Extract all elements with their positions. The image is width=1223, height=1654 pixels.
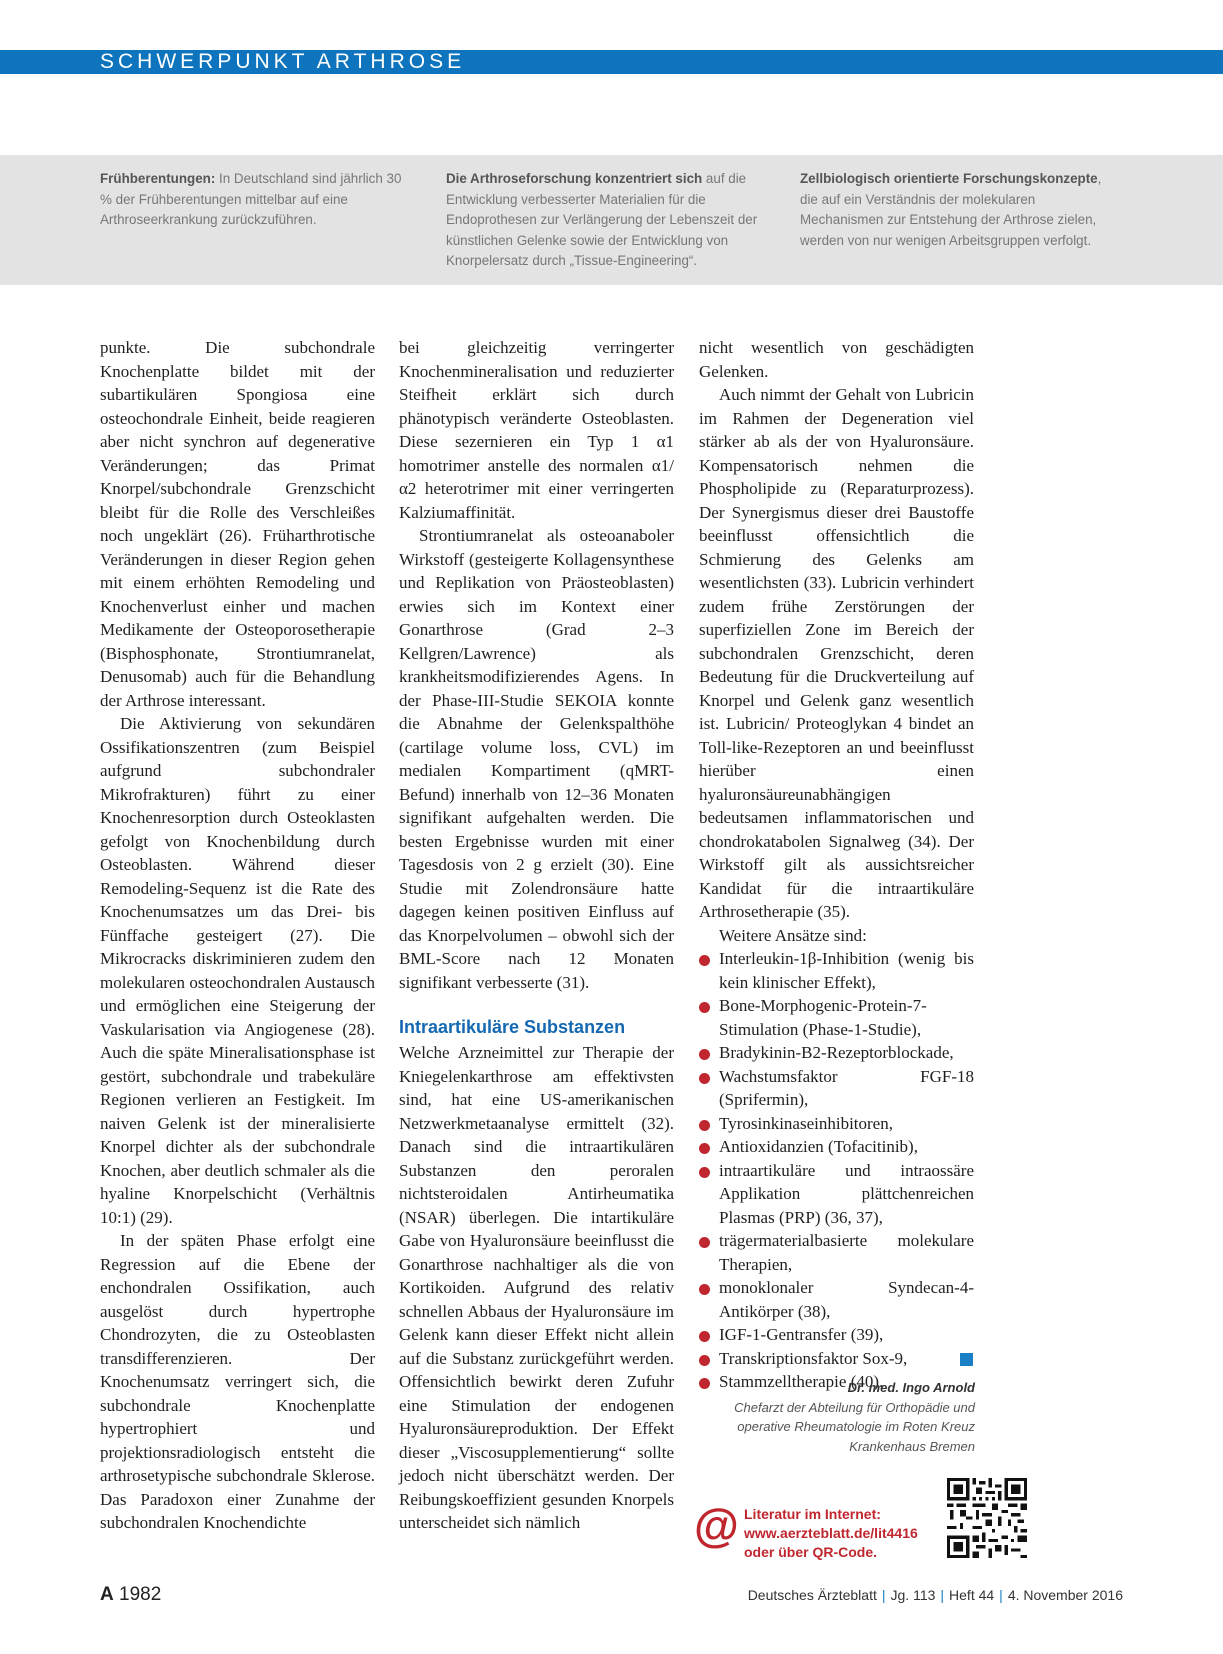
list-item-text: intraartikuläre und intraossäre Applikation plättchenreichen Plasmas (PRP) (36, 37), xyxy=(719,1160,974,1227)
page-number xyxy=(100,1584,161,1606)
text-column-3 xyxy=(699,336,974,1394)
bullet-icon xyxy=(699,1073,710,1084)
list-item-text: Stammzelltherapie (40). xyxy=(719,1372,884,1391)
summary-text-3: , die auf ein Verständnis der molekularen Mechanismen zur Entstehung der Arthrose zielen, werden von nur wenigen Arbeitsgruppen verfolgt. xyxy=(800,171,1102,248)
page-number-value: 1982 xyxy=(119,1584,162,1605)
list-item-text: Transkriptionsfaktor Sox-9, xyxy=(719,1348,908,1368)
list-item xyxy=(699,1347,974,1371)
paragraph: Welche Arzneimittel zur Therapie der Kniegelenkarthrose am effektivsten sind, hat eine US-amerikanischen Netzwerkmetaanalyse ermittelt (32). Danach sind die intraartikulären Substanzen den peroralen nichtsteroidalen Antirheumatika (NSAR) überlegen. Die intartikuläre Gabe von Hyaluronsäure beeinflusst die Gonarthrose nachhaltiger als die von Kortikoiden. Aufgrund des relativ schnellen Abbaus der Hyaluronsäure im Gelenk kann dieser Effekt nicht allein auf die Substanz zurückgeführt werden. Offensichtlich bewirkt deren Zufuhr eine Stimulation der endogenen Hyaluronsäureproduktion. Der Effekt dieser „Viscosupplementierung“ sollte jedoch nicht überschätzt werden. Der Reibungskoeffizient gesunden Knorpels unterscheidet sich nämlich xyxy=(399,1043,674,1532)
approaches-list xyxy=(699,947,974,1394)
list-item xyxy=(699,1159,974,1230)
bullet-icon xyxy=(699,1355,710,1366)
journal-volume: Jg. 113 xyxy=(890,1587,936,1603)
summary-box xyxy=(0,155,1223,285)
paragraph: punkte. Die subchondrale Knochenplatte bildet mit der subartikulären Spongiosa eine osteochondrale Einheit, beide reagieren aber nicht synchron auf degenerative Veränderungen; das Primat Knorpel/subchondrale Grenzschicht bleibt für die Rolle des Verschleißes noch ungeklärt (26). Früharthrotische Veränderungen in dieser Region gehen mit einem erhöhten Remodeling und Knochenverlust einher und machen Medikamente der Osteoporosetherapie (Bisphosphonate, Strontiumranelat, Denusomab) auch für die Behandlung der Arthrose interessant. xyxy=(100,338,375,710)
list-item-text: monoklonaler Syndecan-4-Antikörper (38), xyxy=(719,1278,974,1321)
list-item-text: Interleukin-1β-Inhibition (wenig bis kein klinischer Effekt), xyxy=(719,949,974,992)
list-item xyxy=(699,947,974,994)
summary-bold-3: Zellbiologisch orientierte Forschungskonzepte xyxy=(800,171,1098,186)
list-item xyxy=(699,1112,974,1136)
list-item xyxy=(699,994,974,1041)
qr-code-icon[interactable] xyxy=(947,1478,1027,1558)
journal-footer xyxy=(748,1587,1123,1603)
list-item xyxy=(699,1041,974,1065)
paragraph: Die Aktivierung von sekundären Ossifikationszentren (zum Beispiel aufgrund subchondraler Mikrofrakturen) führt zu einer Knochenresorption durch Osteoklasten gefolgt von Knochenbildung durch Osteoblasten. Während dieser Remodeling-Sequenz ist die Rate des Knochenumsatzes um das Drei- bis Fünffache gesteigert (27). Die Mikrocracks diskriminieren zudem den molekularen osteochondralen Austausch und ermöglichen eine Steigerung der Vaskularisation via Angiogenese (28). Auch die späte Mineralisationsphase ist gestört, subchondrale und trabekuläre Regionen verlieren an Festigkeit. Im naiven Gelenk ist der mineralisierte Knorpel dichter als der subchondrale Knochen, aber deutlich schmaler als die hyaline Knorpelschicht (Verhältnis 10:1) (29). xyxy=(100,714,375,1227)
paragraph: nicht wesentlich von geschädigten Gelenken. xyxy=(699,338,974,381)
author-name: Dr. med. Ingo Arnold xyxy=(847,1380,975,1395)
author-affiliation-1: Chefarzt der Abteilung für Orthopädie und xyxy=(734,1399,975,1415)
journal-issue: Heft 44 xyxy=(949,1587,995,1603)
list-item-text: trägermaterialbasierte molekulare Therapien, xyxy=(719,1231,974,1274)
list-item-text: Antioxidanzien (Tofacitinib), xyxy=(719,1137,918,1156)
literature-line-3: oder über QR-Code. xyxy=(744,1544,878,1560)
literature-line-1: Literatur im Internet: xyxy=(744,1506,881,1522)
paragraph: In der späten Phase erfolgt eine Regression auf die Ebene der enchondralen Ossifikation, auch ausgelöst durch hypertrophe Chondrozyten, die zu Osteoblasten transdifferenzieren. Der Knochenumsatz verringert sich, die subchondrale Knochenplatte hypertrophiert und projektionsradiologisch entsteht die arthrosetypische subchondrale Sklerose. Das Paradoxon einer Zunahme der subchondralen Knochendichte xyxy=(100,1231,375,1532)
journal-date: 4. November 2016 xyxy=(1007,1587,1123,1603)
summary-item-3 xyxy=(800,169,1120,251)
bullet-icon xyxy=(699,1120,710,1131)
summary-item-2 xyxy=(446,169,773,272)
section-banner xyxy=(0,50,1223,74)
list-item xyxy=(699,1065,974,1112)
section-heading: Intraartikuläre Substanzen xyxy=(399,1017,626,1037)
summary-item-1 xyxy=(100,169,405,231)
bullet-icon xyxy=(699,1331,710,1342)
bullet-icon xyxy=(699,1237,710,1248)
summary-bold-1: Frühberentungen: xyxy=(100,171,216,186)
bullet-icon xyxy=(699,1002,710,1013)
list-item xyxy=(699,1323,974,1347)
list-item-text: Bone-Morphogenic-Protein-7-Stimulation (Phase-1-Studie), xyxy=(719,996,927,1039)
at-sign-icon: @ xyxy=(694,1499,739,1551)
literature-note xyxy=(744,1505,918,1562)
section-title: SCHWERPUNKT ARTHROSE xyxy=(100,50,466,73)
list-item xyxy=(699,1135,974,1159)
text-column-1 xyxy=(100,336,375,1535)
footer-separator: | xyxy=(940,1587,945,1603)
summary-bold-2: Die Arthroseforschung konzentriert sich xyxy=(446,171,703,186)
page-letter: A xyxy=(100,1584,114,1605)
author-block xyxy=(700,1378,975,1456)
footer-separator: | xyxy=(999,1587,1003,1603)
paragraph: Auch nimmt der Gehalt von Lubricin im Rahmen der Degeneration viel stärker ab als der von Hyaluronsäure. Kompensatorisch nehmen die Phospholipide zu (Reparaturprozess). Der Synergismus dieser drei Baustoffe beeinflusst offensichtlich die Schmierung des Gelenks am wesentlichsten (33). Lubricin verhindert zudem frühe Zerstörungen der superfiziellen Zone im Bereich der subchondralen Grenzschicht, deren Bedeutung für die Druckverteilung auf Knorpel und Gelenk ganz wesentlich ist. Lubricin/ Proteoglykan 4 bindet an Toll-like-Rezeptoren an und beeinflusst hierüber einen hyaluronsäureunabhängigen bedeutsamen inflammatorischen und chondrokatabolen Signalweg (34). Der Wirkstoff gilt als aussichtsreicher Kandidat für die intraartikuläre Arthrosetherapie (35). xyxy=(699,385,974,921)
paragraph: Strontiumranelat als osteoanaboler Wirkstoff (gesteigerte Kollagensynthese und Replikation von Präosteoblasten) erwies sich im Kontext einer Gonarthrose (Grad 2–3 Kellgren/Lawrence) als krankheitsmodifizierendes Agens. In der Phase-III-Studie SEKOIA konnte die Abnahme der Gelenkspalthöhe (cartilage volume loss, CVL) im medialen Kompartiment (qMRT-Befund) innerhalb von 12–36 Monaten signifikant aufgehalten werden. Die besten Ergebnisse wurden mit einer Tagesdosis von 2 g erzielt (30). Eine Studie mit Zolendronsäure hatte dagegen keinen positiven Einfluss auf das Knorpelvolumen – obwohl sich der BML-Score nach 12 Monaten signifikant verbesserte (31). xyxy=(399,526,674,992)
bullet-icon xyxy=(699,1284,710,1295)
bullet-icon xyxy=(699,1143,710,1154)
list-item-text: IGF-1-Gentransfer (39), xyxy=(719,1325,884,1344)
journal-name: Deutsches Ärzteblatt xyxy=(747,1587,877,1603)
list-item xyxy=(699,1229,974,1276)
bullet-icon xyxy=(699,955,710,966)
author-affiliation-2: operative Rheumatologie im Roten Kreuz xyxy=(737,1419,975,1434)
bullet-icon xyxy=(699,1167,710,1178)
list-item-text: Tyrosinkinaseinhibitoren, xyxy=(719,1113,893,1133)
literature-link[interactable]: www.aerzteblatt.de/lit4416 xyxy=(744,1525,918,1541)
text-column-2 xyxy=(399,336,674,1535)
end-of-article-mark xyxy=(960,1353,973,1366)
list-item xyxy=(699,1276,974,1323)
summary-text-1: In Deutschland sind jährlich 30 % der Frühberentungen mittelbar auf eine Arthroseerkrankung zurückzuführen. xyxy=(100,171,402,227)
summary-text-2: auf die Entwicklung verbesserter Materialien für die Endoprothesen zur Verlängerung der Lebenszeit der künstlichen Gelenke sowie der Entwicklung von Knorpelersatz durch „Tissue-Engineering“. xyxy=(446,171,758,268)
list-item-text: Bradykinin-B2-Rezeptorblockade, xyxy=(719,1043,954,1062)
footer-separator: | xyxy=(881,1587,886,1603)
paragraph: bei gleichzeitig verringerter Knochenmineralisation und reduzierter Steifheit erklärt sich durch phänotypisch veränderte Osteoblasten. Diese sezernieren ein Typ 1 α1 homotrimer anstelle des normalen α1/α2 heterotrimer mit einer verringerten Kalziumaffinität. xyxy=(399,338,674,522)
paragraph: Weitere Ansätze sind: xyxy=(719,925,867,945)
author-affiliation-3: Krankenhaus Bremen xyxy=(849,1438,975,1454)
bullet-icon xyxy=(699,1049,710,1060)
list-item-text: Wachstumsfaktor FGF-18 (Sprifermin), xyxy=(719,1066,974,1109)
